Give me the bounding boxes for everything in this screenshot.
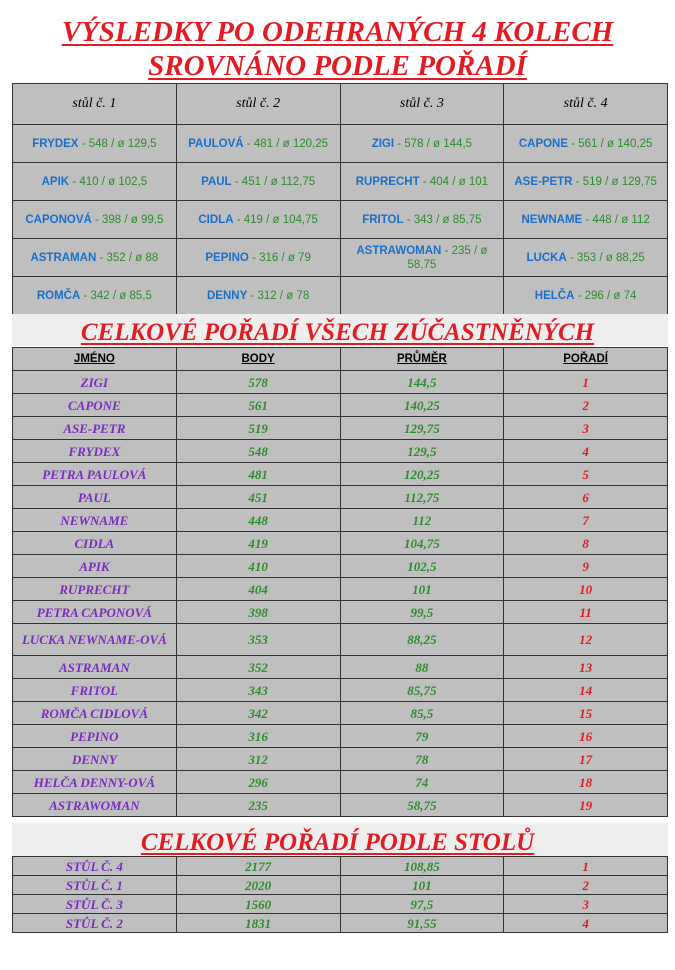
table-row (13, 125, 668, 163)
rank-cell: 7 (504, 509, 668, 532)
player-cell (176, 163, 340, 201)
table-row (13, 794, 668, 817)
average-cell: 140,25 (340, 394, 504, 417)
player-name: LUCKA (526, 251, 567, 264)
player-name: FRITOL (362, 213, 404, 226)
table-row (13, 895, 668, 914)
name-cell: PETRA PAULOVÁ (13, 463, 177, 486)
average-cell: 101 (340, 876, 504, 895)
player-name: FRYDEX (32, 137, 79, 150)
name-cell: NEWNAME (13, 509, 177, 532)
player-cell-empty (340, 277, 504, 315)
points-cell: 2020 (176, 876, 340, 895)
points-cell: 1560 (176, 895, 340, 914)
column-header-name: JMÉNO (13, 348, 177, 371)
table-ranking-table (12, 856, 668, 933)
table-row (13, 440, 668, 463)
player-cell (13, 239, 177, 277)
rank-cell: 10 (504, 578, 668, 601)
table-row (13, 486, 668, 509)
table-row (13, 876, 668, 895)
name-cell: CIDLA (13, 532, 177, 555)
points-cell: 342 (176, 702, 340, 725)
rank-cell: 1 (504, 857, 668, 876)
name-cell: STŮL Č. 2 (13, 914, 177, 933)
player-name: ZIGI (371, 137, 395, 150)
table-row (13, 417, 668, 440)
player-score: - 451 / ø 112,75 (231, 175, 316, 188)
points-cell: 352 (176, 656, 340, 679)
average-cell: 108,85 (340, 857, 504, 876)
player-score: - 353 / ø 88,25 (566, 251, 645, 264)
average-cell: 97,5 (340, 895, 504, 914)
player-score: - 519 / ø 129,75 (572, 175, 657, 188)
player-score: - 342 / ø 85,5 (80, 289, 152, 302)
average-cell: 144,5 (340, 371, 504, 394)
name-cell: HELČA DENNY-OVÁ (13, 771, 177, 794)
average-cell: 85,5 (340, 702, 504, 725)
average-cell: 120,25 (340, 463, 504, 486)
player-score: - 448 / ø 112 (582, 213, 650, 226)
player-score: - 398 / ø 99,5 (91, 213, 164, 226)
name-cell: STŮL Č. 3 (13, 895, 177, 914)
rank-cell: 19 (504, 794, 668, 817)
player-cell (176, 277, 340, 315)
player-cell (340, 163, 504, 201)
table-header: stůl č. 2 (176, 84, 340, 125)
player-name: CIDLA (198, 213, 234, 226)
table-header: stůl č. 1 (13, 84, 177, 125)
page-subtitle: SROVNÁNO PODLE POŘADÍ (148, 50, 527, 82)
column-header-rank: POŘADÍ (504, 348, 668, 371)
overall-header-row (13, 348, 668, 371)
player-name: HELČA (534, 289, 575, 302)
points-cell: 343 (176, 679, 340, 702)
points-cell: 404 (176, 578, 340, 601)
overall-body (13, 371, 668, 817)
overall-ranking-table (12, 347, 668, 817)
player-name: CAPONOVÁ (25, 213, 92, 226)
rank-cell: 2 (504, 876, 668, 895)
table-row (13, 914, 668, 933)
player-cell (13, 163, 177, 201)
player-cell (340, 125, 504, 163)
player-name: PAUL (201, 175, 232, 188)
average-cell: 112 (340, 509, 504, 532)
player-cell (504, 201, 668, 239)
average-cell: 78 (340, 748, 504, 771)
points-cell: 419 (176, 532, 340, 555)
tables-body (13, 857, 668, 933)
points-cell: 296 (176, 771, 340, 794)
name-cell: FRITOL (13, 679, 177, 702)
average-cell: 58,75 (340, 794, 504, 817)
name-cell: STŮL Č. 1 (13, 876, 177, 895)
name-cell: PETRA CAPONOVÁ (13, 601, 177, 624)
table-row (13, 601, 668, 624)
average-cell: 102,5 (340, 555, 504, 578)
rank-cell: 3 (504, 895, 668, 914)
table-row (13, 201, 668, 239)
points-cell: 398 (176, 601, 340, 624)
round-results-table (12, 83, 668, 315)
table-header: stůl č. 3 (340, 84, 504, 125)
player-score: - 481 / ø 120,25 (243, 137, 328, 150)
player-cell (13, 201, 177, 239)
rank-cell: 12 (504, 624, 668, 656)
player-name: PEPINO (205, 251, 249, 264)
player-name: ASTRAMAN (30, 251, 97, 264)
points-cell: 561 (176, 394, 340, 417)
table-row (13, 702, 668, 725)
rank-cell: 11 (504, 601, 668, 624)
points-cell: 519 (176, 417, 340, 440)
average-cell: 85,75 (340, 679, 504, 702)
table-row (13, 394, 668, 417)
player-score: - 343 / ø 85,75 (403, 213, 482, 226)
player-name: CAPONE (518, 137, 569, 150)
name-cell: LUCKA NEWNAME-OVÁ (13, 624, 177, 656)
name-cell: CAPONE (13, 394, 177, 417)
table-row (13, 509, 668, 532)
average-cell: 88,25 (340, 624, 504, 656)
table-row (13, 748, 668, 771)
player-cell (504, 277, 668, 315)
points-cell: 451 (176, 486, 340, 509)
player-cell (504, 163, 668, 201)
points-cell: 548 (176, 440, 340, 463)
average-cell: 99,5 (340, 601, 504, 624)
points-cell: 235 (176, 794, 340, 817)
average-cell: 101 (340, 578, 504, 601)
table-row (13, 771, 668, 794)
average-cell: 112,75 (340, 486, 504, 509)
table-row (13, 725, 668, 748)
rank-cell: 9 (504, 555, 668, 578)
name-cell: STŮL Č. 4 (13, 857, 177, 876)
points-cell: 312 (176, 748, 340, 771)
average-cell: 79 (340, 725, 504, 748)
player-score: - 235 / ø 58,75 (407, 244, 488, 271)
player-score: - 419 / ø 104,75 (233, 213, 318, 226)
player-score: - 296 / ø 74 (574, 289, 637, 302)
points-cell: 2177 (176, 857, 340, 876)
player-score: - 312 / ø 78 (247, 289, 310, 302)
column-header-average: PRŮMĚR (340, 348, 504, 371)
player-score: - 548 / ø 129,5 (78, 137, 157, 150)
name-cell: ASTRAMAN (13, 656, 177, 679)
name-cell: FRYDEX (13, 440, 177, 463)
table-row (13, 857, 668, 876)
points-cell: 410 (176, 555, 340, 578)
player-name: RUPRECHT (355, 175, 420, 188)
points-cell: 448 (176, 509, 340, 532)
tables-title: CELKOVÉ POŘADÍ PODLE STOLŮ (140, 829, 535, 856)
rank-cell: 6 (504, 486, 668, 509)
average-cell: 129,5 (340, 440, 504, 463)
player-name: ROMČA (36, 289, 81, 302)
rank-cell: 17 (504, 748, 668, 771)
points-cell: 578 (176, 371, 340, 394)
table-row (13, 277, 668, 315)
name-cell: ASTRAWOMAN (13, 794, 177, 817)
rank-cell: 14 (504, 679, 668, 702)
rank-cell: 16 (504, 725, 668, 748)
player-cell (13, 125, 177, 163)
table-row (13, 656, 668, 679)
points-cell: 316 (176, 725, 340, 748)
rank-cell: 2 (504, 394, 668, 417)
player-score: - 578 / ø 144,5 (394, 137, 473, 150)
points-cell: 481 (176, 463, 340, 486)
overall-title: CELKOVÉ POŘADÍ VŠECH ZÚČASTNĚNÝCH (80, 319, 595, 346)
average-cell: 88 (340, 656, 504, 679)
player-cell (504, 239, 668, 277)
rank-cell: 15 (504, 702, 668, 725)
player-name: PAULOVÁ (188, 137, 244, 150)
player-cell (340, 239, 504, 277)
rank-cell: 8 (504, 532, 668, 555)
player-score: - 410 / ø 102,5 (69, 175, 148, 188)
average-cell: 74 (340, 771, 504, 794)
rank-cell: 1 (504, 371, 668, 394)
player-name: NEWNAME (521, 213, 583, 226)
player-score: - 404 / ø 101 (419, 175, 489, 188)
player-score: - 561 / ø 140,25 (568, 137, 653, 150)
table-row (13, 163, 668, 201)
rank-cell: 4 (504, 914, 668, 933)
points-cell: 353 (176, 624, 340, 656)
player-cell (340, 201, 504, 239)
rank-cell: 3 (504, 417, 668, 440)
player-score: - 352 / ø 88 (96, 251, 159, 264)
rank-cell: 13 (504, 656, 668, 679)
table-row (13, 371, 668, 394)
page-title: VÝSLEDKY PO ODEHRANÝCH 4 KOLECH (61, 16, 614, 48)
rank-cell: 5 (504, 463, 668, 486)
table-row (13, 532, 668, 555)
player-score: - 316 / ø 79 (248, 251, 311, 264)
player-cell (176, 201, 340, 239)
points-cell: 1831 (176, 914, 340, 933)
column-header-points: BODY (176, 348, 340, 371)
player-name: APIK (41, 175, 70, 188)
name-cell: DENNY (13, 748, 177, 771)
name-cell: PEPINO (13, 725, 177, 748)
name-cell: ZIGI (13, 371, 177, 394)
name-cell: PAUL (13, 486, 177, 509)
table-row (13, 624, 668, 656)
average-cell: 91,55 (340, 914, 504, 933)
round-table-header (13, 84, 668, 125)
table-row (13, 463, 668, 486)
table-row (13, 679, 668, 702)
name-cell: RUPRECHT (13, 578, 177, 601)
table-row (13, 578, 668, 601)
name-cell: ASE-PETR (13, 417, 177, 440)
player-cell (176, 239, 340, 277)
player-cell (13, 277, 177, 315)
average-cell: 104,75 (340, 532, 504, 555)
table-header: stůl č. 4 (504, 84, 668, 125)
player-cell (176, 125, 340, 163)
name-cell: APIK (13, 555, 177, 578)
player-name: DENNY (206, 289, 248, 302)
player-cell (504, 125, 668, 163)
name-cell: ROMČA CIDLOVÁ (13, 702, 177, 725)
rank-cell: 4 (504, 440, 668, 463)
table-row (13, 555, 668, 578)
average-cell: 129,75 (340, 417, 504, 440)
player-name: ASTRAWOMAN (356, 244, 442, 257)
table-row (13, 239, 668, 277)
player-name: ASE-PETR (514, 175, 573, 188)
rank-cell: 18 (504, 771, 668, 794)
